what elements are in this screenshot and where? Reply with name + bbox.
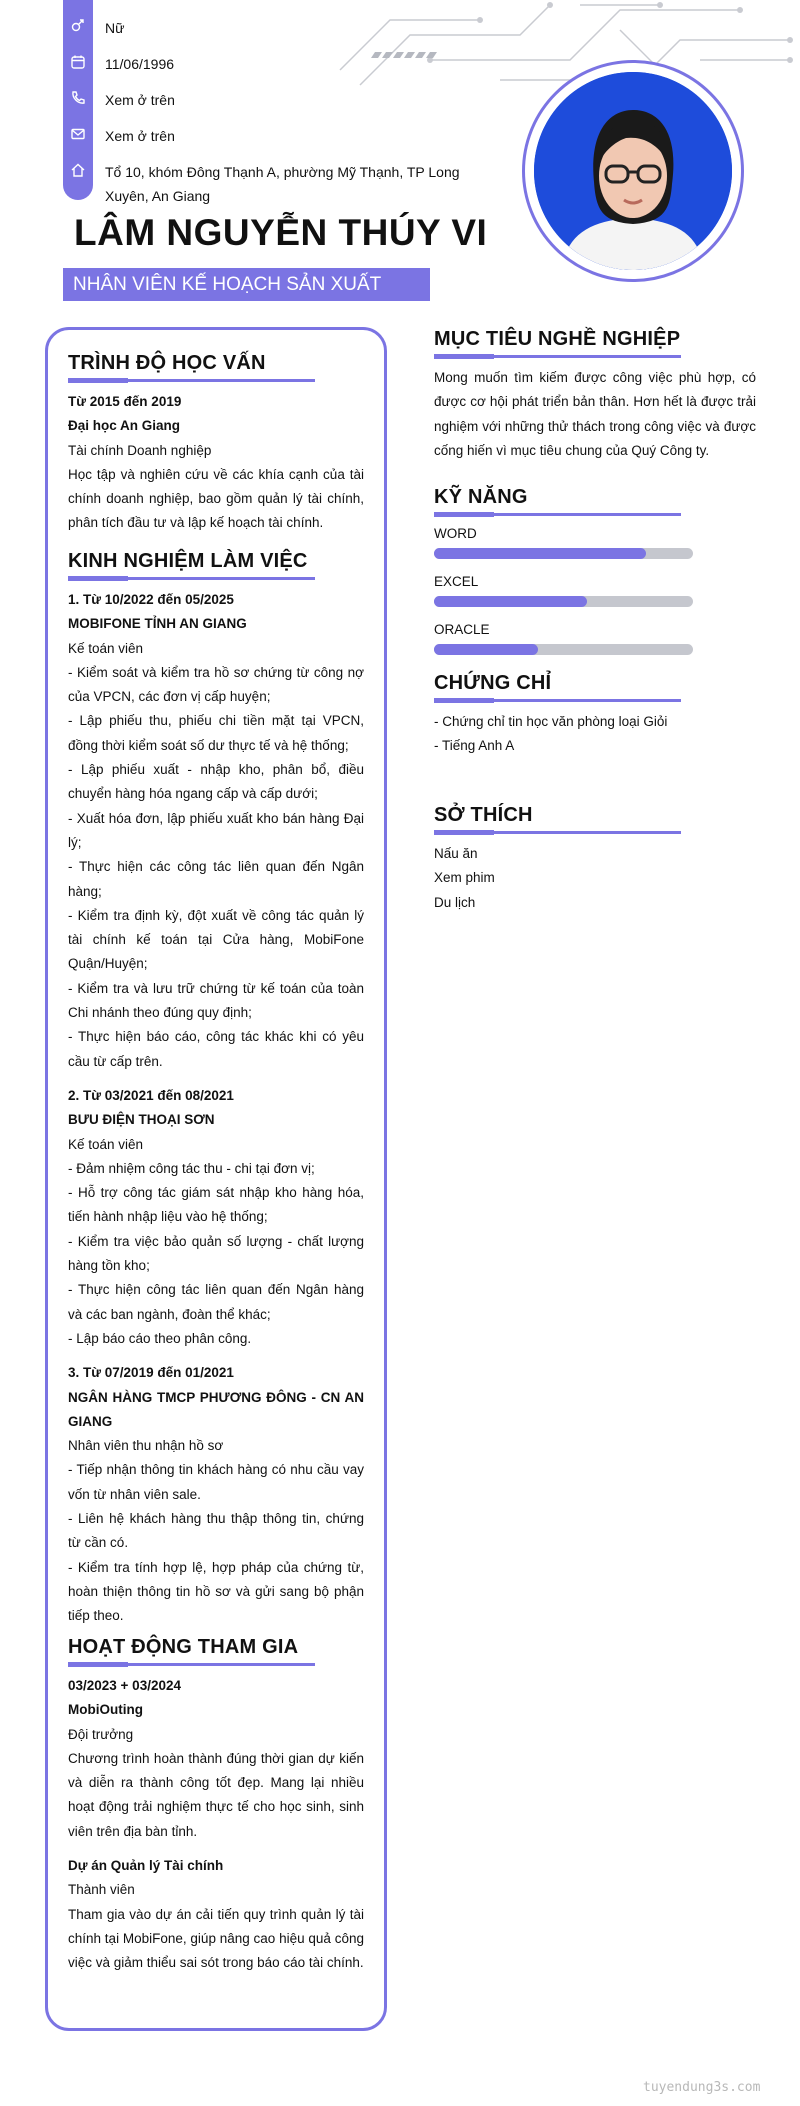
calendar-icon xyxy=(63,52,93,72)
certificate-item: - Chứng chỉ tin học văn phòng loại Giỏi xyxy=(434,714,668,729)
activity-description: Tham gia vào dự án cải tiến quy trình quản lý tài chính tại MobiFone, giúp nâng cao hiệu quả công việc và giảm thiểu sai sót trong báo cáo tài chính. xyxy=(68,1906,364,1971)
objective-underline xyxy=(434,355,681,358)
skill-name: ORACLE xyxy=(434,622,490,637)
education-underline xyxy=(68,379,315,382)
certificate-item: - Tiếng Anh A xyxy=(434,738,515,754)
dob-text: 11/06/1996 xyxy=(105,56,175,72)
job-company: BƯU ĐIỆN THOẠI SƠN xyxy=(68,1112,215,1128)
candidate-name: LÂM NGUYỄN THÚY VI xyxy=(74,212,488,253)
avatar xyxy=(534,72,732,270)
experience-section xyxy=(68,550,364,1628)
job-role: Kế toán viên xyxy=(68,640,144,656)
hobbies-underline xyxy=(434,831,681,834)
hobbies-section xyxy=(434,804,756,915)
job-title: NHÂN VIÊN KẾ HOẠCH SẢN XUẤT xyxy=(63,268,430,301)
certificates-section xyxy=(434,672,756,759)
certificates-title: CHỨNG CHỈ xyxy=(434,672,552,694)
skill-item xyxy=(434,620,756,655)
activities-section xyxy=(68,1636,364,1976)
activities-underline xyxy=(68,1663,315,1666)
activity-name: Dự án Quản lý Tài chính xyxy=(68,1858,224,1874)
job-duty: - Liên hệ khách hàng thu thập thông tin, chứng từ cần có. xyxy=(68,1510,364,1551)
job-entry xyxy=(68,588,364,1074)
job-role: Kế toán viên xyxy=(68,1136,144,1152)
home-icon xyxy=(63,160,93,180)
skill-bar-fill xyxy=(434,596,587,607)
skills-title: KỸ NĂNG xyxy=(434,486,528,508)
skill-name: EXCEL xyxy=(434,574,479,589)
skill-bar-fill xyxy=(434,548,646,559)
job-duty: - Lập phiếu thu, phiếu chi tiền mặt tại VPCN, đồng thời kiểm soát số dư thực tế và hệ thống; xyxy=(68,713,364,753)
contact-email xyxy=(63,124,493,148)
activity-entry xyxy=(68,1854,364,1975)
hobby-item: Nấu ăn xyxy=(434,846,478,861)
skill-item xyxy=(434,572,756,607)
gender-text: Nữ xyxy=(105,20,125,36)
job-period: 3. Từ 07/2019 đến 01/2021 xyxy=(68,1365,234,1381)
activity-period: 03/2023 + 03/2024 xyxy=(68,1678,181,1693)
contact-phone xyxy=(63,88,493,112)
experience-title: KINH NGHIỆM LÀM VIỆC xyxy=(68,550,308,572)
activities-title: HOẠT ĐỘNG THAM GIA xyxy=(68,1636,299,1658)
objective-title: MỤC TIÊU NGHỀ NGHIỆP xyxy=(434,328,681,350)
job-company: NGÂN HÀNG TMCP PHƯƠNG ĐÔNG - CN AN GIANG xyxy=(68,1389,364,1429)
objective-section xyxy=(434,328,756,463)
gender-icon xyxy=(63,16,93,36)
job-duty: - Hỗ trợ công tác giám sát nhập kho hàng hóa, tiến hành nhập liệu vào hệ thống; xyxy=(68,1185,364,1225)
education-school: Đại học An Giang xyxy=(68,418,181,434)
job-duty: - Xuất hóa đơn, lập phiếu xuất kho bán hàng Đại lý; xyxy=(68,810,364,850)
job-duty: - Lập báo cáo theo phân công. xyxy=(68,1330,252,1346)
phone-icon xyxy=(63,88,93,108)
education-description: Học tập và nghiên cứu về các khía cạnh của tài chính doanh nghiệp, bao gồm quản lý tài chính, phân tích đầu tư và lập kế hoạch tài chính. xyxy=(68,466,364,531)
skill-bar-fill xyxy=(434,644,538,655)
activity-entry xyxy=(68,1674,364,1844)
job-duty: - Kiểm tra việc bảo quản số lượng - chất lượng hàng tồn kho; xyxy=(68,1233,364,1274)
job-company: MOBIFONE TỈNH AN GIANG xyxy=(68,616,247,632)
mail-icon xyxy=(63,124,93,144)
job-duty: - Kiểm tra và lưu trữ chứng từ kế toán của toàn Chi nhánh theo đúng quy định; xyxy=(68,980,364,1021)
job-duty: - Đảm nhiệm công tác thu - chi tại đơn vị; xyxy=(68,1160,315,1176)
education-section xyxy=(68,352,364,536)
hobby-item: Xem phim xyxy=(434,870,495,886)
education-title: TRÌNH ĐỘ HỌC VẤN xyxy=(68,352,266,374)
skills-section xyxy=(434,486,756,668)
objective-text: Mong muốn tìm kiếm được công việc phù hợp, có được cơ hội phát triển bản thân. Hơn hết là được trải nghiệm với những thử thách trong công việc và được cống hiến vì mục tiêu chung của Quý Công ty. xyxy=(434,370,756,458)
email-text: Xem ở trên xyxy=(105,128,175,144)
activity-role: Đội trưởng xyxy=(68,1726,134,1742)
activity-description: Chương trình hoàn thành đúng thời gian dự kiến và diễn ra thành công tốt đẹp. Mang lại nhiều hoạt động trải nghiệm thực tế cho học sinh, sinh viên trên địa bàn tỉnh. xyxy=(68,1750,364,1839)
contact-gender xyxy=(63,16,493,40)
skill-name: WORD xyxy=(434,526,477,541)
watermark: tuyendung3s.com xyxy=(643,2080,761,2095)
hobby-item: Du lịch xyxy=(434,894,476,910)
education-period: Từ 2015 đến 2019 xyxy=(68,394,182,409)
job-role: Nhân viên thu nhận hồ sơ xyxy=(68,1438,224,1454)
job-duty: - Kiểm tra định kỳ, đột xuất về công tác quản lý tài chính kế toán tại Cửa hàng, MobiFone Quận/Huyện; xyxy=(68,907,364,972)
contact-dob xyxy=(63,52,493,76)
contact-address xyxy=(63,160,493,208)
skills-underline xyxy=(434,513,681,516)
skill-bar xyxy=(434,596,693,607)
job-entry xyxy=(68,1361,364,1628)
skill-bar xyxy=(434,548,693,559)
job-duty: - Kiểm tra tính hợp lệ, hợp pháp của chứng từ, hoàn thiện thông tin hồ sơ và gửi sang bộ phận tiếp theo. xyxy=(68,1559,364,1624)
skill-item xyxy=(434,524,756,559)
job-period: 2. Từ 03/2021 đến 08/2021 xyxy=(68,1087,234,1103)
job-duty: - Thực hiện các công tác liên quan đến Ngân hàng; xyxy=(68,859,364,899)
experience-underline xyxy=(68,577,315,580)
contact-list xyxy=(63,16,493,220)
hobbies-title: SỞ THÍCH xyxy=(434,804,533,826)
job-entry xyxy=(68,1084,364,1351)
job-duty: - Thực hiện báo cáo, công tác khác khi có yêu cầu từ cấp trên. xyxy=(68,1029,364,1069)
job-duty: - Lập phiếu xuất - nhập kho, phân bổ, điều chuyển hàng hóa ngang cấp và cấp dưới; xyxy=(68,762,364,802)
job-duty: - Tiếp nhận thông tin khách hàng có nhu cầu vay vốn từ nhân viên sale. xyxy=(68,1462,364,1502)
phone-text: Xem ở trên xyxy=(105,92,175,108)
job-period: 1. Từ 10/2022 đến 05/2025 xyxy=(68,592,234,607)
activity-role: Thành viên xyxy=(68,1882,135,1898)
skill-bar xyxy=(434,644,693,655)
job-duty: - Kiểm soát và kiểm tra hồ sơ chứng từ công nợ của VPCN, các đơn vị cấp huyện; xyxy=(68,664,364,705)
education-major: Tài chính Doanh nghiệp xyxy=(68,442,212,458)
certificates-underline xyxy=(434,699,681,702)
job-duty: - Thực hiện công tác liên quan đến Ngân hàng và các ban ngành, đoàn thể khác; xyxy=(68,1282,364,1322)
address-text: Tổ 10, khóm Đông Thạnh A, phường Mỹ Thạnh, TP Long Xuyên, An Giang xyxy=(105,164,460,204)
activity-name: MobiOuting xyxy=(68,1702,143,1718)
